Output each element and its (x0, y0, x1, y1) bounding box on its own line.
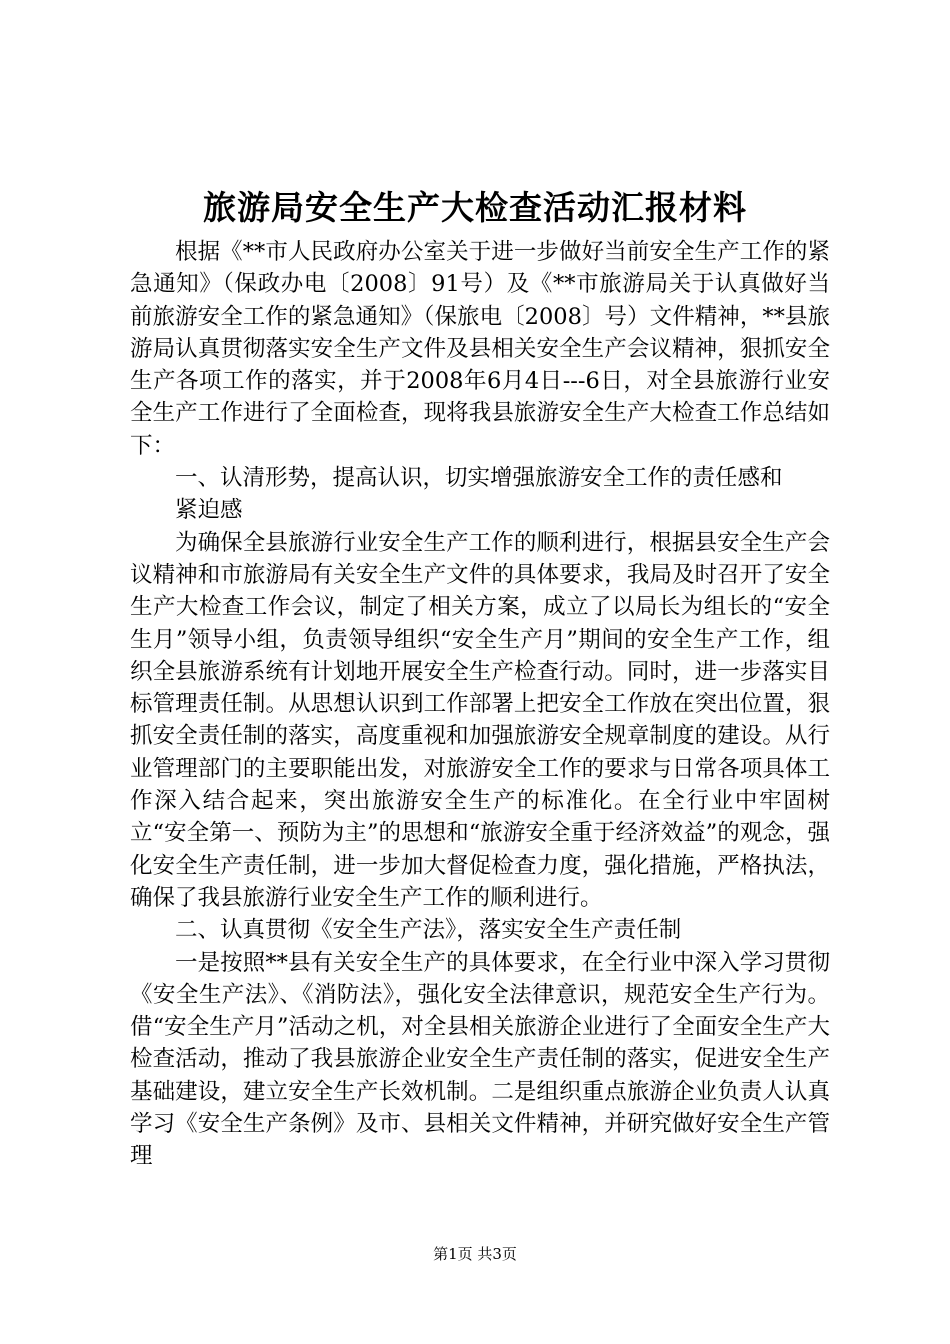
paragraph-intro: 根据《**市人民政府办公室关于进一步做好当前安全生产工作的紧急通知》（保政办电〔2008〕91号）及《**市旅游局关于认真做好当前旅游安全工作的紧急通知》（保旅电〔2008〕号）文件精神，**县旅游局认真贯彻落实安全生产文件及县相关安全生产会议精神，狠抓安全生产各项工作的落实，并于2008年6月4日---6日，对全县旅游行业安全生产工作进行了全面检查，现将我县旅游安全生产大检查工作总结如下： (130, 239, 830, 459)
section-heading-1: 一、认清形势，提高认识，切实增强旅游安全工作的责任感和紧迫感 (175, 465, 783, 524)
section-heading-2: 二、认真贯彻《安全生产法》，落实安全生产责任制 (175, 917, 682, 944)
paragraph-section-2: 一是按照**县有关安全生产的具体要求，在全行业中深入学习贯彻《安全生产法》、《消防法》，强化安全法律意识，规范安全生产行为。借“安全生产月”活动之机，对全县相关旅游企业进行了全面安全生产大检查活动，推动了我县旅游企业安全生产责任制的落实，促进安全生产基础建设，建立安全生产长效机制。二是组织重点旅游企业负责人认真学习《安全生产条例》及市、县相关文件精神，并研究做好安全生产管理 (130, 949, 830, 1170)
page-number-footer: 第1页 共3页 (433, 1245, 517, 1263)
paragraph-section-1: 为确保全县旅游行业安全生产工作的顺利进行，根据县安全生产会议精神和市旅游局有关安全生产文件的具体要求，我局及时召开了安全生产大检查工作会议，制定了相关方案，成立了以局长为组长的“安全生月”领导小组，负责领导组织“安全生产月”期间的安全生产工作，组织全县旅游系统有计划地开展安全生产检查行动。同时，进一步落实目标管理责任制。从思想认识到工作部署上把安全工作放在突出位置，狠抓安全责任制的落实，高度重视和加强旅游安全规章制度的建设。从行业管理部门的主要职能出发，对旅游安全工作的要求与日常各项具体工作深入结合起来，突出旅游安全生产的标准化。在全行业中牢固树立“安全第一、预防为主”的思想和“旅游安全重于经济效益”的观念，强化安全生产责任制，进一步加大督促检查力度，强化措施，严格执法，确保了我县旅游行业安全生产工作的顺利进行。 (130, 529, 830, 911)
document-body (130, 236, 830, 1173)
document-title: 旅游局安全生产大检查活动汇报材料 (203, 188, 747, 227)
